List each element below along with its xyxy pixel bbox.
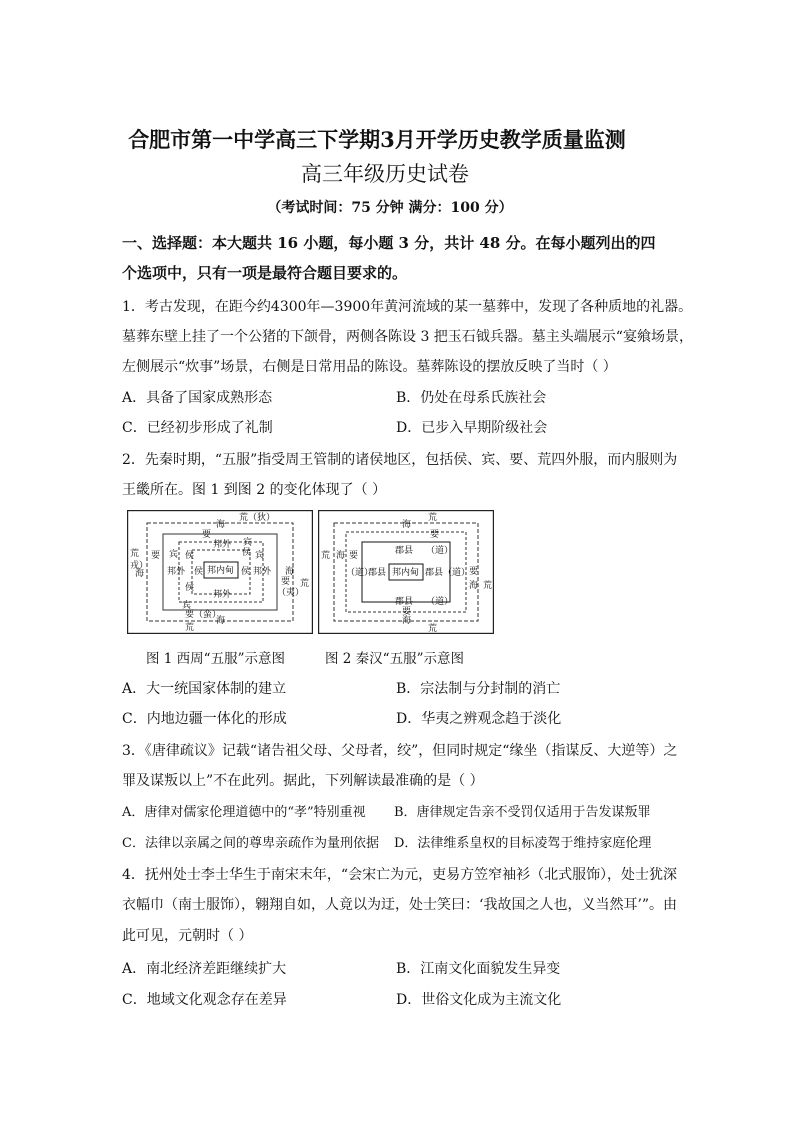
fig1-label-bin-right: 宾 <box>255 551 265 561</box>
fig2-label-huang-right: 荒 <box>483 581 493 591</box>
q4-text-line1: 4．抚州处士李士华生于南宋末年，“会宋亡为元，吏易方笠窄袖衫（北式服饰），处士犹深 <box>122 867 678 883</box>
fig1-label-rong: 戎） <box>130 561 149 571</box>
fig1-label-bin-left: 宾 <box>169 550 179 560</box>
fig2-label-junxian-left: 郡县 <box>368 568 387 578</box>
fig1-label-yao-right: 要 <box>281 577 291 587</box>
figure-2-qin-han-diagram <box>318 510 494 634</box>
fig1-label-hai-top: 海 <box>216 520 226 530</box>
q1-option-d[interactable]: D．已步入早期阶级社会 <box>396 420 548 436</box>
q3-text-line2: 罪及谋叛以上”不在此列。据此，下列解读最准确的是（ ） <box>122 773 484 789</box>
q4-text-line2: 衣幅巾（南士服饰），翱翔自如，人竟以为迂，处士笑曰：‘我故国之人也，义当然耳’”。由 <box>122 897 678 913</box>
fig1-label-bangwai-top: 邦外 <box>213 540 232 550</box>
fig2-label-dao-right: （道） <box>443 568 471 578</box>
q1-text-line3: 左侧展示“炊事”场景，右侧是日常用品的陈设。墓葬陈设的摆放反映了当时（ ） <box>122 359 617 375</box>
fig1-label-yao-man: 要（蛮） <box>185 610 222 620</box>
fig2-label-junxian-bottom: 郡县 <box>395 597 414 607</box>
fig1-label-huang-rong: 荒 <box>130 549 140 559</box>
q2-option-a[interactable]: A．大一统国家体制的建立 <box>122 681 287 697</box>
q3-option-d[interactable]: D．法律维系皇权的目标凌驾于维持家庭伦理 <box>394 836 652 851</box>
q4-option-a[interactable]: A．南北经济差距继续扩大 <box>122 961 287 977</box>
q3-option-b[interactable]: B．唐律规定告亲不受罚仅适用于告发谋叛罪 <box>394 805 651 820</box>
fig1-label-huang-bottom: 荒 <box>185 623 195 633</box>
fig1-label-bangwai-bottom: 邦外 <box>213 590 232 600</box>
fig1-label-bangneidian: 邦内甸 <box>207 566 235 576</box>
fig1-label-bangwai-left: 邦外 <box>167 567 186 577</box>
q4-option-c[interactable]: C．地域文化观念存在差异 <box>122 992 287 1008</box>
fig2-label-dao-top: （道） <box>426 546 454 556</box>
fig1-label-hai-left: 海 <box>135 569 145 579</box>
q3-option-c[interactable]: C．法律以亲属之间的尊卑亲疏作为量刑依据 <box>122 836 379 851</box>
fig2-label-huang-bottom: 荒 <box>428 624 438 634</box>
fig1-label-hou-left: 侯 <box>185 551 195 561</box>
fig2-label-hai-top: 海 <box>402 520 412 530</box>
fig1-label-yao-left: 要 <box>151 551 161 561</box>
fig2-label-hai-left: 海 <box>336 551 346 561</box>
q2-option-b[interactable]: B．宗法制与分封制的消亡 <box>396 681 561 697</box>
q1-option-a[interactable]: A．具备了国家成熟形态 <box>122 390 273 406</box>
fig2-label-hai-bottom: 海 <box>402 616 412 626</box>
q4-text-line3: 此可见，元朝时（ ） <box>122 928 253 944</box>
fig1-label-hou-inner-left: 侯 <box>194 567 204 577</box>
fig2-label-hai-right: 海 <box>469 581 479 591</box>
q2-text-line2: 王畿所在。图 1 到图 2 的变化体现了（ ） <box>122 482 387 498</box>
q1-text-line2: 墓葬东壁上挂了一个公猪的下颌骨，两侧各陈设 3 把玉石钺兵器。墓主头端展示“宴飨场景， <box>122 329 693 345</box>
fig2-label-huang-top: 荒 <box>428 513 438 523</box>
fig1-label-yao-top: 要 <box>202 530 212 540</box>
fig1-label-hou-tr: 侯 <box>242 548 252 558</box>
fig1-label-hou-inner-right: 侯 <box>241 567 251 577</box>
fig2-label-dao-bottom: （道） <box>426 597 454 607</box>
section-heading-line2: 个选项中，只有一项是最符合题目要求的。 <box>122 264 408 282</box>
fig2-label-yao-bottom: 要 <box>402 607 412 617</box>
section-heading-line1: 一、选择题：本大题共 16 小题，每小题 3 分，共计 48 分。在每小题列出的四 <box>122 234 656 252</box>
q1-option-c[interactable]: C．已经初步形成了礼制 <box>122 420 273 436</box>
fig1-label-hai-right: 海 <box>285 567 295 577</box>
fig2-label-yao-top: 要 <box>430 530 440 540</box>
fig1-label-hou-bottom: 侯 <box>185 583 195 593</box>
fig2-label-dao-left: （道） <box>346 568 374 578</box>
fig2-label-bangneidian: 邦内甸 <box>392 568 420 578</box>
exam-subtitle: 高三年级历史试卷 <box>301 162 469 186</box>
fig1-label-bangwai-right: 邦外 <box>253 567 272 577</box>
q2-text-line1: 2．先秦时期，“五服”指受周王管制的诸侯地区，包括侯、宾、要、荒四外服，而内服则为 <box>122 452 678 468</box>
fig1-label-bin-top: 宾 <box>243 538 253 548</box>
fig2-label-yao-right: 要 <box>469 567 479 577</box>
q3-option-a[interactable]: A．唐律对儒家伦理道德中的“孝”特别重视 <box>122 805 366 820</box>
fig2-label-yao-left: 要 <box>349 551 359 561</box>
fig2-label-junxian-top: 郡县 <box>395 546 414 556</box>
q4-option-b[interactable]: B．江南文化面貌发生异变 <box>396 961 561 977</box>
exam-info: （考试时间：75 分钟 满分：100 分） <box>267 200 513 216</box>
fig1-label-hai-bottom: 海 <box>216 616 226 626</box>
fig2-label-junxian-right: 郡县 <box>425 568 444 578</box>
q3-text-line1: 3．《唐律疏议》记载“诸告祖父母、父母者，绞”，但同时规定“缘坐（指谋反、大逆等）之 <box>122 743 678 759</box>
fig1-label-bin-bottom: 宾 <box>182 601 192 611</box>
fig1-label-huang-right: 荒 <box>300 579 310 589</box>
q1-text-line1: 1．考古发现，在距今约4300年—3900年黄河流域的某一墓葬中，发现了各种质地的礼器。 <box>122 299 693 315</box>
figure-1-western-zhou-diagram <box>127 510 313 634</box>
fig1-label-huang-di: 荒（狄） <box>239 513 276 523</box>
figure-1-caption: 图 1 西周“五服”示意图 <box>146 651 285 667</box>
q4-option-d[interactable]: D．世俗文化成为主流文化 <box>396 992 562 1008</box>
fig1-label-yi: （夷） <box>277 588 305 598</box>
q2-option-c[interactable]: C．内地边疆一体化的形成 <box>122 711 287 727</box>
figure-2-caption: 图 2 秦汉“五服”示意图 <box>325 651 464 667</box>
fig2-label-huang-left: 荒 <box>321 551 331 561</box>
q1-option-b[interactable]: B．仍处在母系氏族社会 <box>396 390 547 406</box>
q2-option-d[interactable]: D．华夷之辨观念趋于淡化 <box>396 711 562 727</box>
exam-title: 合肥市第一中学高三下学期3月开学历史教学质量监测 <box>128 127 626 152</box>
